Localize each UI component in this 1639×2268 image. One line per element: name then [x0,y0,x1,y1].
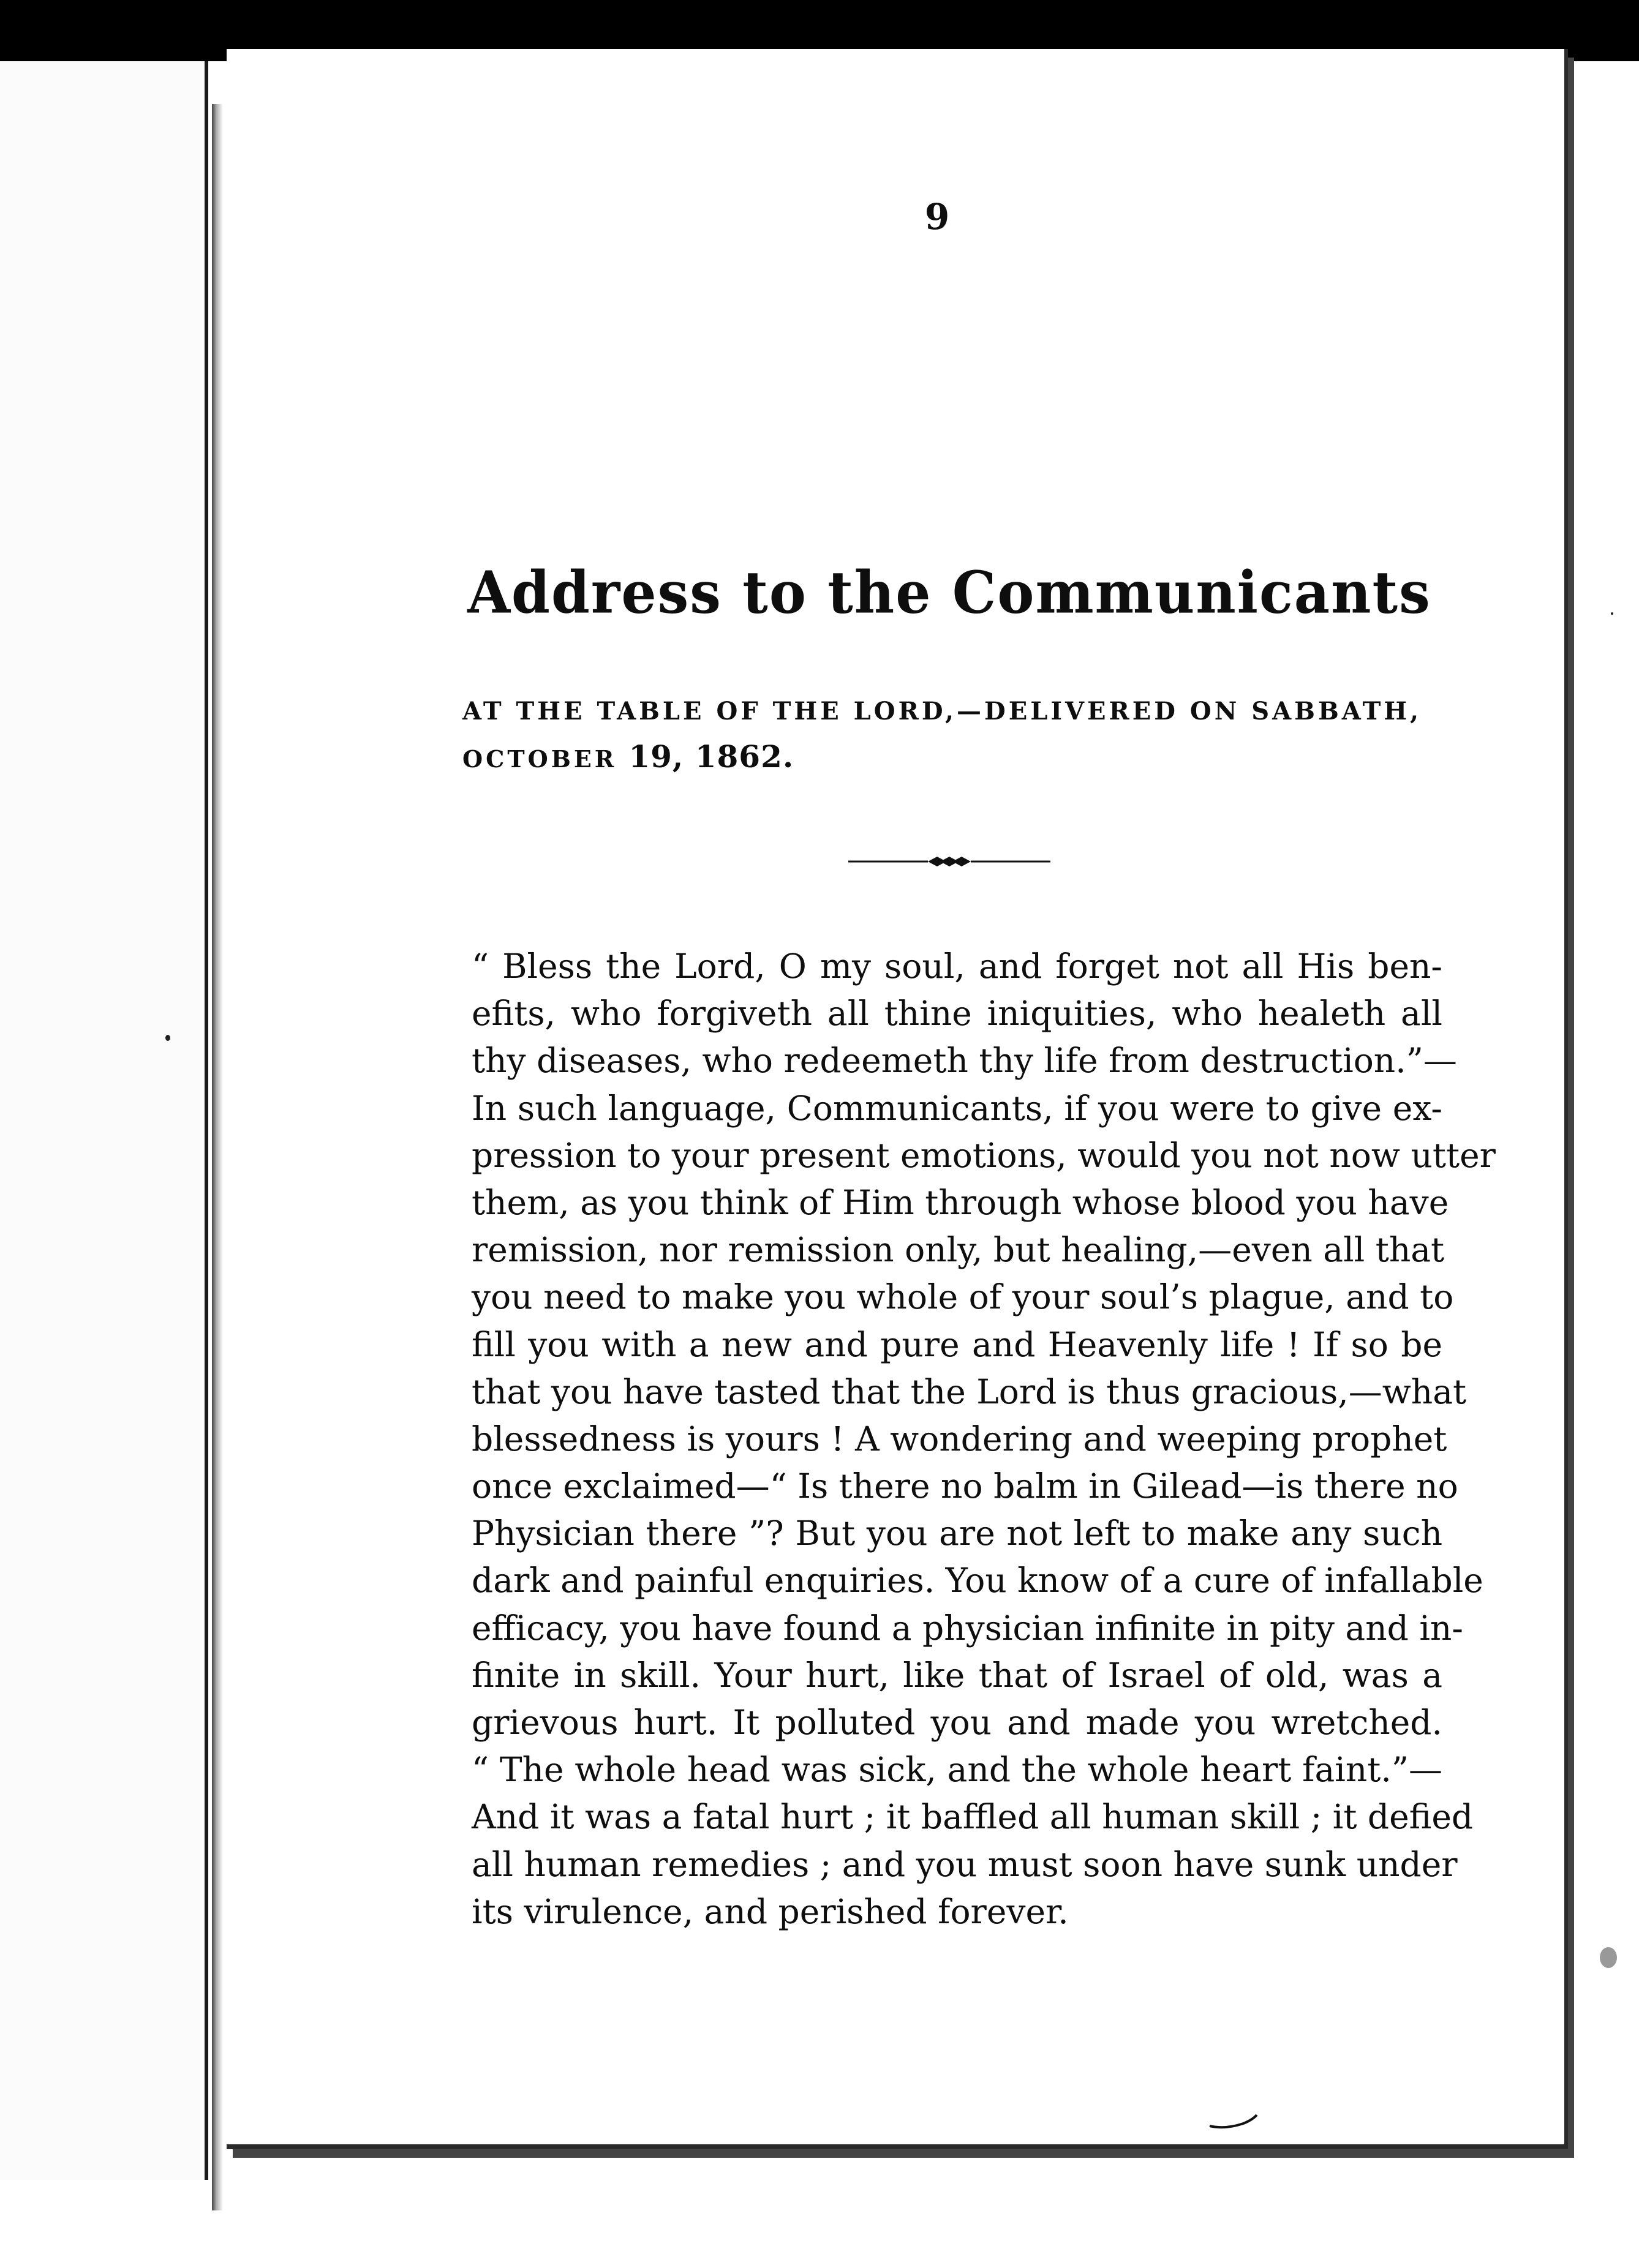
text-line: grievous hurt. It polluted you and made you wretched. [472,1703,1442,1742]
page-title: Address to the Communicants [467,558,1431,627]
subtitle-date: 19, 1862. [628,738,794,775]
text-line: Physician there ”? But you are not left to make any such [472,1514,1442,1553]
subtitle [462,689,1449,782]
subtitle-date-line [462,734,1449,782]
ornament-divider-icon [848,854,1050,869]
page-number: 9 [924,196,950,238]
speck [165,1035,170,1041]
text-line: “ The whole head was sick, and the whole heart faint.”— [472,1750,1442,1790]
text-line: remission, nor remission only, but healing,—even all that [472,1230,1445,1270]
text-line: you need to make you whole of your soul’s plague, and to [472,1277,1454,1317]
text-line: blessedness is yours ! A wondering and weeping prophet [472,1419,1447,1459]
text-line: pression to your present emotions, would you not now utter [472,1135,1496,1175]
page-gutter [212,104,223,2210]
text-line: In such language, Communicants, if you were to give ex- [472,1088,1442,1128]
subtitle-line: AT THE TABLE OF THE LORD,—DELIVERED ON SABBATH, [462,697,1422,726]
text-line: efficacy, you have found a physician infinite in pity and in- [472,1608,1463,1648]
text-line: finite in skill. Your hurt, like that of Israel of old, was a [472,1655,1442,1695]
text-line: that you have tasted that the Lord is thus gracious,—what [472,1372,1467,1411]
text-line: efits, who forgiveth all thine iniquities, who healeth all [472,994,1442,1034]
left-page-fragment [0,61,208,2180]
text-line: them, as you think of Him through whose blood you have [472,1182,1449,1222]
speck [1611,612,1613,615]
text-line: dark and painful enquiries. You know of a cure of infallable [472,1561,1483,1601]
text-line: And it was a fatal hurt ; it baffled all human skill ; it defied [472,1797,1474,1837]
text-line: “ Bless the Lord, O my soul, and forget not all His ben- [472,947,1442,986]
text-line: fill you with a new and pure and Heavenly life ! If so be [472,1324,1442,1364]
text-line: once exclaimed—“ Is there no balm in Gilead—is there no [472,1466,1458,1506]
text-line: all human remedies ; and you must soon have sunk under [472,1844,1458,1884]
subtitle-month: OCTOBER [462,745,617,773]
text-line: its virulence, and perished forever. [472,1891,1069,1931]
ink-mark-icon [1207,2112,1262,2131]
body-text [472,943,1496,1936]
speck [1600,1947,1617,1968]
text-line: thy diseases, who redeemeth thy life from destruction.”— [472,1041,1457,1081]
